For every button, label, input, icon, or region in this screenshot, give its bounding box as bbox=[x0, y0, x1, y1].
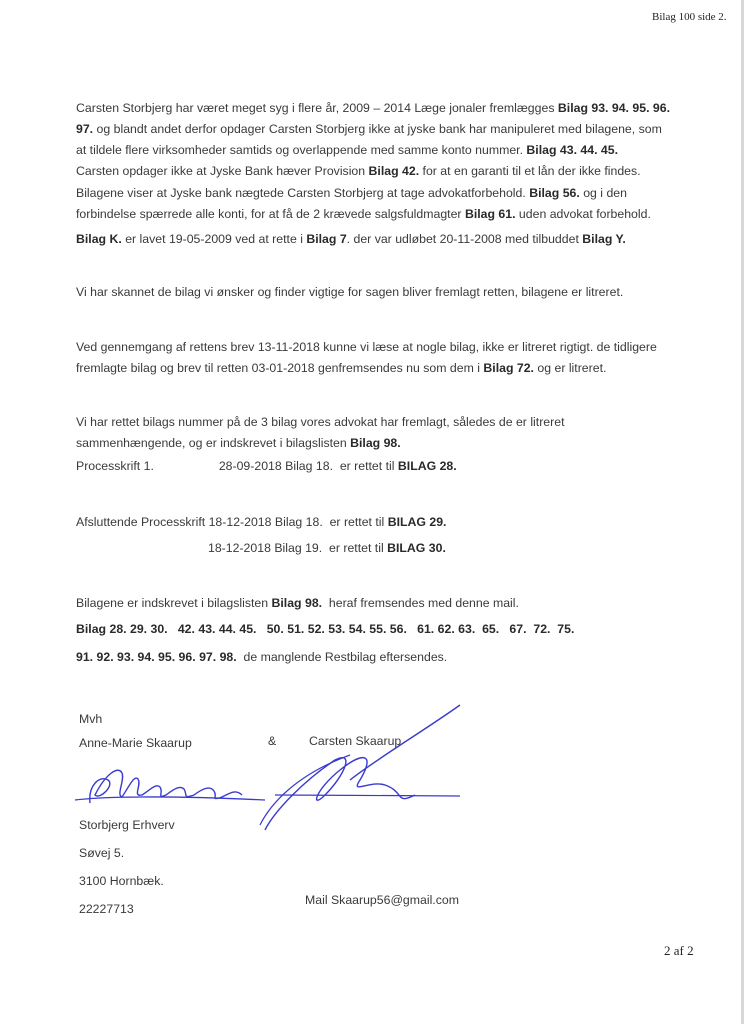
bold-reference: BILAG 29. bbox=[387, 515, 447, 529]
header-reference: Bilag 100 side 2. bbox=[652, 11, 727, 23]
text-line bbox=[76, 412, 564, 433]
text-run: forbindelse spærrede alle konti, for at få de 2 krævede salgsfuldmagter bbox=[76, 207, 465, 221]
text-run: Carsten opdager ikke at Jyske Bank hæver Provision bbox=[76, 164, 369, 178]
text-run: . der var udløbet 20-11-2008 med tilbuddet bbox=[346, 232, 583, 246]
bold-reference: BILAG 30. bbox=[387, 541, 446, 555]
paragraph-advokatforbehold bbox=[76, 183, 651, 225]
street-address: Søvej 5. bbox=[79, 846, 125, 860]
text-run: for at en garanti til et lån der ikke findes. bbox=[419, 164, 641, 178]
text-run: at tildele flere virksomheder samtids og overlappende med samme konto nummer. bbox=[76, 143, 527, 157]
bold-reference: Bilag Y. bbox=[582, 232, 626, 246]
text-line bbox=[76, 433, 564, 454]
bold-reference: 97. bbox=[76, 122, 94, 136]
text-line bbox=[208, 538, 446, 559]
paragraph-bilag-k bbox=[76, 229, 626, 250]
text-run: Vi har rettet bilags nummer på de 3 bilag vores advokat har fremlagt, således de er litreret bbox=[76, 415, 565, 429]
text-line bbox=[76, 337, 657, 358]
text-run: Vi har skannet de bilag vi ønsker og finder vigtige for sagen bliver fremlagt retten, bilagene er litreret. bbox=[76, 285, 624, 299]
bold-reference: 91. 92. 93. 94. 95. 96. 97. 98. bbox=[76, 650, 237, 664]
text-line bbox=[76, 183, 651, 204]
text-line bbox=[76, 98, 670, 119]
text-line bbox=[76, 119, 670, 140]
text-run: og blandt andet derfor opdager Carsten Storbjerg ikke at jyske bank har manipuleret med bilagene, som bbox=[93, 122, 662, 136]
paragraph-indskrevet bbox=[76, 593, 519, 614]
text-run: er lavet 19-05-2009 ved at rette i bbox=[121, 232, 307, 246]
text-line bbox=[76, 647, 447, 668]
bold-reference: Bilag 98. bbox=[350, 436, 401, 450]
text-run: Afsluttende Processkrift 18-12-2018 Bilag 18. er rettet til bbox=[76, 515, 388, 529]
signature-carsten bbox=[255, 700, 465, 840]
text-line bbox=[76, 593, 519, 614]
phone-number: 22227713 bbox=[79, 902, 134, 916]
signer-name-2: Carsten Skaarup bbox=[309, 734, 402, 748]
company-name: Storbjerg Erhverv bbox=[79, 818, 175, 832]
paragraph-illness bbox=[76, 98, 670, 182]
bold-reference: Bilag 61. bbox=[464, 207, 516, 221]
correction-line-2 bbox=[76, 512, 446, 533]
greeting: Mvh bbox=[79, 712, 103, 726]
text-run: de manglende Restbilag eftersendes. bbox=[236, 650, 448, 664]
page-number: 2 af 2 bbox=[664, 943, 694, 958]
paragraph-scanned bbox=[76, 282, 623, 303]
text-run: Ved gennemgang af rettens brev 13-11-2018 kunne vi læse at nogle bilag, ikke er litreret rigtigt. de tidligere bbox=[76, 340, 657, 354]
bold-reference: Bilag 42. bbox=[368, 164, 420, 178]
bold-reference: BILAG 28. bbox=[397, 459, 457, 473]
bold-reference: Bilag 98. bbox=[271, 596, 323, 610]
paragraph-renumbered bbox=[76, 412, 564, 454]
bold-reference: Bilag 28. 29. 30. 42. 43. 44. 45. 50. 51. 52. 53. 54. 55. 56. 61. 62. 63. 65. 67. 72. 75. bbox=[76, 622, 575, 636]
text-line bbox=[76, 204, 651, 225]
text-run: sammenhængende, og er indskrevet i bilagslisten bbox=[76, 436, 351, 450]
bold-reference: Bilag 93. 94. 95. 96. bbox=[557, 101, 670, 115]
text-line bbox=[76, 140, 670, 161]
signature-anne-marie bbox=[70, 755, 270, 815]
text-run: Carsten Storbjerg har været meget syg i flere år, 2009 – 2014 Læge jonaler fremlægges bbox=[76, 101, 558, 115]
ampersand: & bbox=[268, 734, 277, 748]
signer-name-1: Anne-Marie Skaarup bbox=[79, 736, 192, 750]
email-address: Mail Skaarup56@gmail.com bbox=[305, 893, 459, 907]
text-run: uden advokat forbehold. bbox=[515, 207, 651, 221]
bilag-list-line-2 bbox=[76, 647, 447, 668]
text-run: Bilagene viser at Jyske bank nægtede Carsten Storbjerg at tage advokatforbehold. bbox=[76, 186, 530, 200]
text-run: og er litreret. bbox=[533, 361, 607, 375]
text-run: og i den bbox=[579, 186, 627, 200]
text-line bbox=[76, 358, 657, 379]
text-line bbox=[76, 456, 457, 477]
text-line bbox=[76, 229, 626, 250]
text-line bbox=[76, 282, 623, 303]
bold-reference: Bilag 72. bbox=[483, 361, 534, 375]
bold-reference: Bilag 7 bbox=[306, 232, 347, 246]
bold-reference: Bilag 43. 44. 45. bbox=[526, 143, 619, 157]
text-line bbox=[76, 619, 574, 640]
bold-reference: Bilag 56. bbox=[529, 186, 580, 200]
text-run: heraf fremsendes med denne mail. bbox=[322, 596, 519, 610]
text-run: fremlagte bilag og brev til retten 03-01-2018 genfremsendes nu som dem i bbox=[76, 361, 484, 375]
text-run: Bilagene er indskrevet i bilagslisten bbox=[76, 596, 272, 610]
text-run: 18-12-2018 Bilag 19. er rettet til bbox=[208, 541, 388, 555]
correction-line-1 bbox=[76, 456, 457, 477]
correction-line-3 bbox=[208, 538, 446, 559]
text-line bbox=[76, 161, 670, 182]
bold-reference: Bilag K. bbox=[76, 232, 122, 246]
text-run: Processkrift 1. 28-09-2018 Bilag 18. er rettet til bbox=[76, 459, 398, 473]
bilag-list-line-1 bbox=[76, 619, 574, 640]
paragraph-review bbox=[76, 337, 657, 379]
text-line bbox=[76, 512, 446, 533]
postal-city: 3100 Hornbæk. bbox=[79, 874, 164, 888]
